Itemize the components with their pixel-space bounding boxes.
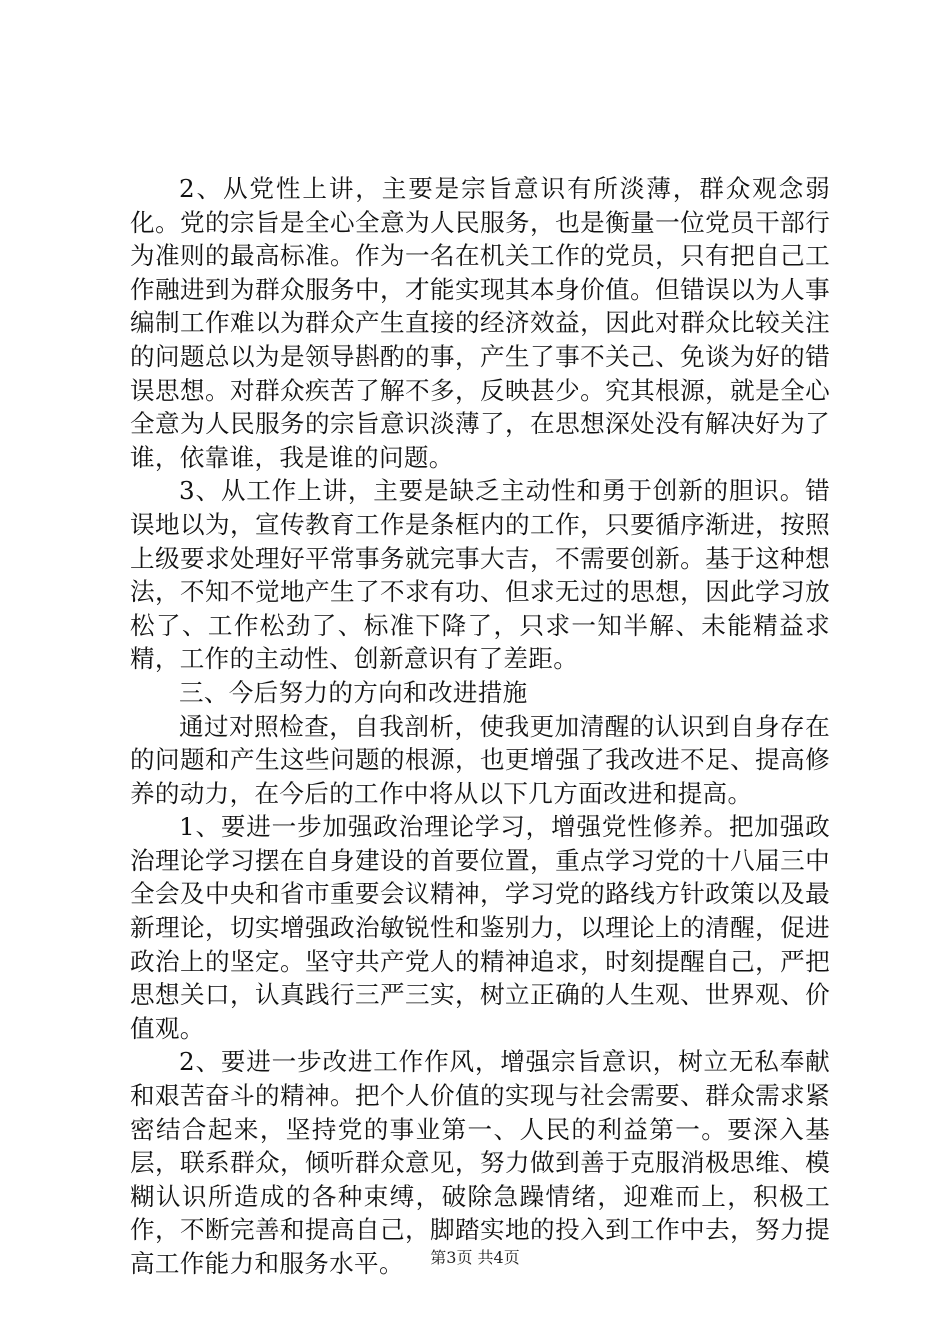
paragraph-party-spirit: 2、从党性上讲，主要是宗旨意识有所淡薄，群众观念弱化。党的宗旨是全心全意为人民服务，也是衡量一位党员干部行为准则的最高标准。作为一名在机关工作的党员，只有把自己工作融进到为群众服务中，才能实现其本身价值。但错误以为人事编制工作难以为群众产生直接的经济效益，因此对群众比较关注的问题总以为是领导斟酌的事，产生了事不关己、免谈为好的错误思想。对群众疾苦了解不多，反映甚少。究其根源，就是全心全意为人民服务的宗旨意识淡薄了，在思想深处没有解决好为了谁，依靠谁，我是谁的问题。 [130,174,830,472]
section-heading-improvement: 三、今后努力的方向和改进措施 [179,677,528,707]
paragraph-theory-study: 1、要进一步加强政治理论学习，增强党性修养。把加强政治理论学习摆在自身建设的首要位置，重点学习党的十八届三中全会及中央和省市重要会议精神，学习党的路线方针政策以及最新理论，切实增强政治敏锐性和鉴别力，以理论上的清醒，促进政治上的坚定。坚守共产党人的精神追求，时刻提醒自己，严把思想关口，认真践行三严三实，树立正确的人生观、世界观、价值观。 [130,812,830,1043]
document-body [130,172,830,1281]
paragraph-self-analysis: 通过对照检查，自我剖析，使我更加清醒的认识到自身存在的问题和产生这些问题的根源，也更增强了我改进不足、提高修养的动力，在今后的工作中将从以下几方面改进和提高。 [130,711,830,808]
page-number-footer: 第3页 共4页 [430,1248,520,1267]
paragraph-work-style: 2、要进一步改进工作作风，增强宗旨意识，树立无私奉献和艰苦奋斗的精神。把个人价值的实现与社会需要、群众需求紧密结合起来，坚持党的事业第一、人民的利益第一。要深入基层，联系群众，倾听群众意见，努力做到善于克服消极思维、模糊认识所造成的各种束缚，破除急躁情绪，迎难而上，积极工作，不断完善和提高自己，脚踏实地的投入到工作中去，努力提高工作能力和服务水平。 [130,1047,830,1278]
paragraph-work-attitude: 3、从工作上讲，主要是缺乏主动性和勇于创新的胆识。错误地以为，宣传教育工作是条框内的工作，只要循序渐进，按照上级要求处理好平常事务就完事大吉，不需要创新。基于这种想法，不知不觉地产生了不求有功、但求无过的思想，因此学习放松了、工作松劲了、标准下降了，只求一知半解、未能精益求精，工作的主动性、创新意识有了差距。 [130,476,830,674]
